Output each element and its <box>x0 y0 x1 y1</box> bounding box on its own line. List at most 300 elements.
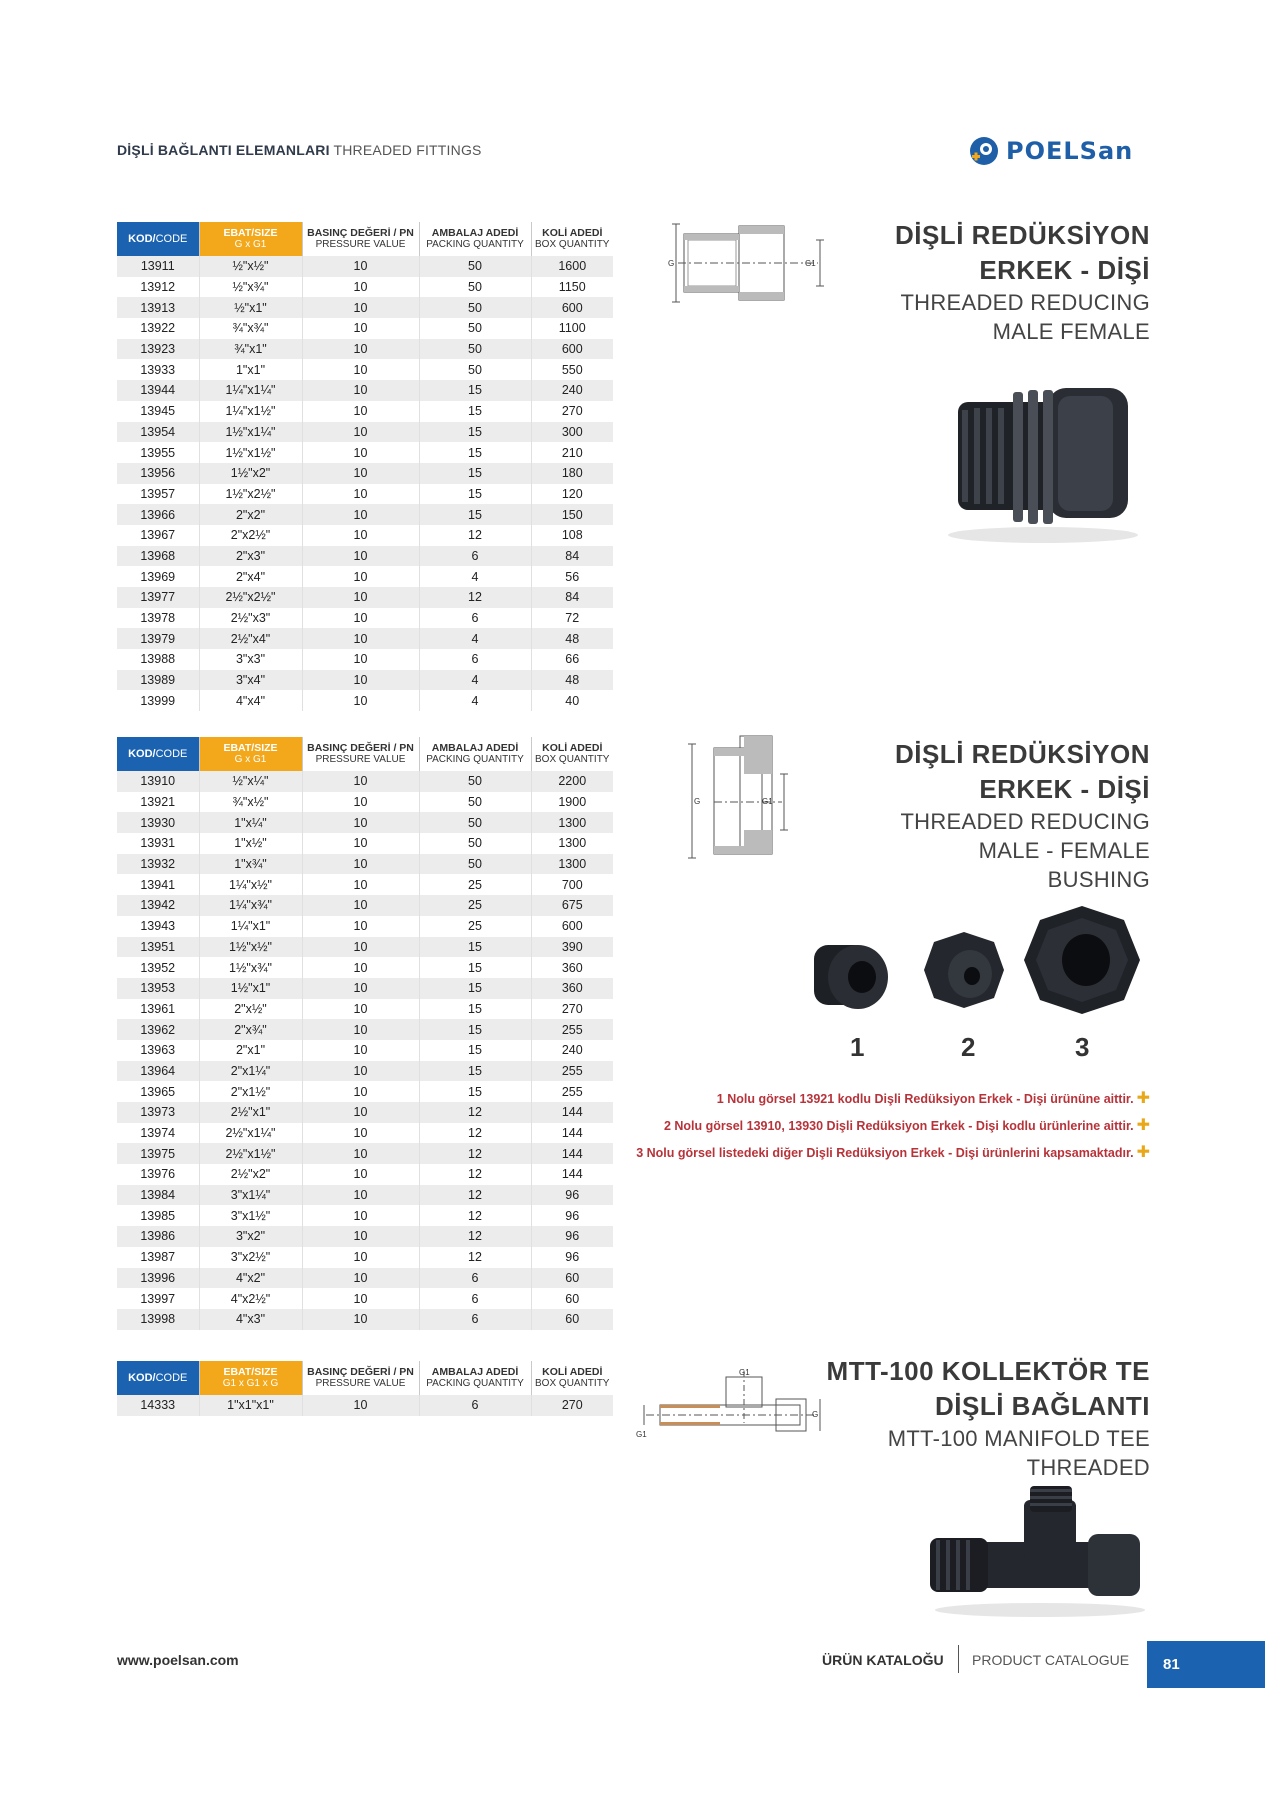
cell-packing: 15 <box>419 937 531 958</box>
cell-code: 13984 <box>117 1185 199 1206</box>
cell-packing: 12 <box>419 1185 531 1206</box>
cell-pressure: 10 <box>302 1288 419 1309</box>
cell-size: ¾"x½" <box>199 792 302 813</box>
cell-code: 13963 <box>117 1040 199 1061</box>
cell-pressure: 10 <box>302 442 419 463</box>
section-title-tr: DİŞLİ BAĞLANTI ELEMANLARI <box>117 142 330 158</box>
col-box: KOLİ ADEDİ BOX QUANTITY <box>531 1361 613 1395</box>
cell-packing: 15 <box>419 463 531 484</box>
cell-pressure: 10 <box>302 566 419 587</box>
cell-box: 108 <box>531 525 613 546</box>
cell-code: 13961 <box>117 999 199 1020</box>
cell-packing: 12 <box>419 1164 531 1185</box>
cell-packing: 50 <box>419 256 531 277</box>
cell-size: ½"x¼" <box>199 771 302 792</box>
note-1: 1 Nolu görsel 13921 kodlu Dişli Redüksiyon Erkek - Dişi ürününe aittir. ✚ <box>716 1090 1150 1107</box>
cell-size: 2½"x1¼" <box>199 1123 302 1144</box>
cell-box: 600 <box>531 297 613 318</box>
cell-pressure: 10 <box>302 318 419 339</box>
table-row <box>117 297 613 318</box>
cell-packing: 4 <box>419 566 531 587</box>
col-pressure: BASINÇ DEĞERİ / PN PRESSURE VALUE <box>302 1361 419 1395</box>
footer-catalog-tr: ÜRÜN KATALOĞU <box>822 1652 944 1668</box>
cell-packing: 6 <box>419 1268 531 1289</box>
table-row <box>117 1061 613 1082</box>
cell-code: 13979 <box>117 628 199 649</box>
cell-box: 1100 <box>531 318 613 339</box>
cell-box: 550 <box>531 359 613 380</box>
cell-packing: 50 <box>419 854 531 875</box>
table-row <box>117 1123 613 1144</box>
cell-pressure: 10 <box>302 937 419 958</box>
cell-box: 360 <box>531 978 613 999</box>
cell-code: 13956 <box>117 463 199 484</box>
cell-size: 1½"x1¼" <box>199 422 302 443</box>
cell-code: 13988 <box>117 649 199 670</box>
cell-packing: 15 <box>419 1040 531 1061</box>
cell-size: 1¼"x1¼" <box>199 380 302 401</box>
cell-size: 2½"x2½" <box>199 587 302 608</box>
cell-code: 13942 <box>117 895 199 916</box>
product3-title-en2: THREADED <box>1026 1455 1150 1480</box>
cell-size: 4"x2½" <box>199 1288 302 1309</box>
table-row <box>117 463 613 484</box>
cell-code: 13954 <box>117 422 199 443</box>
cell-pressure: 10 <box>302 874 419 895</box>
cell-size: ¾"x1" <box>199 339 302 360</box>
cell-size: 2"x1½" <box>199 1081 302 1102</box>
cell-box: 270 <box>531 401 613 422</box>
cell-packing: 15 <box>419 1019 531 1040</box>
table-row <box>117 422 613 443</box>
table-row <box>117 442 613 463</box>
product3-title-tr1: MTT-100 KOLLEKTÖR TE <box>826 1356 1150 1386</box>
cell-pressure: 10 <box>302 277 419 298</box>
cell-code: 13976 <box>117 1164 199 1185</box>
table-row <box>117 854 613 875</box>
cell-box: 48 <box>531 628 613 649</box>
cell-box: 120 <box>531 484 613 505</box>
drawing-reducing-male-female <box>668 214 828 314</box>
cell-packing: 12 <box>419 1143 531 1164</box>
cell-code: 13966 <box>117 504 199 525</box>
label-g: G <box>668 259 675 268</box>
cell-code: 13912 <box>117 277 199 298</box>
cell-packing: 15 <box>419 442 531 463</box>
cell-size: 2"x4" <box>199 566 302 587</box>
cell-box: 48 <box>531 670 613 691</box>
col-size: EBAT/SIZE G1 x G1 x G <box>199 1361 302 1395</box>
table-row <box>117 1081 613 1102</box>
table-row <box>117 957 613 978</box>
logo-mark-icon <box>968 135 1000 167</box>
cell-pressure: 10 <box>302 1040 419 1061</box>
cell-pressure: 10 <box>302 1143 419 1164</box>
cell-size: 1¼"x¾" <box>199 895 302 916</box>
cell-box: 144 <box>531 1102 613 1123</box>
cell-pressure: 10 <box>302 504 419 525</box>
table-body <box>117 1395 613 1416</box>
cell-size: 2"x1¼" <box>199 1061 302 1082</box>
cell-box: 84 <box>531 587 613 608</box>
cell-box: 675 <box>531 895 613 916</box>
cell-pressure: 10 <box>302 525 419 546</box>
cell-code: 13955 <box>117 442 199 463</box>
cell-box: 270 <box>531 999 613 1020</box>
cell-pressure: 10 <box>302 463 419 484</box>
cell-packing: 50 <box>419 277 531 298</box>
table-row <box>117 771 613 792</box>
cell-pressure: 10 <box>302 1019 419 1040</box>
cell-pressure: 10 <box>302 771 419 792</box>
cell-box: 60 <box>531 1288 613 1309</box>
cell-size: 2½"x1½" <box>199 1143 302 1164</box>
cell-size: 2"x1" <box>199 1040 302 1061</box>
table-row <box>117 999 613 1020</box>
cell-packing: 6 <box>419 649 531 670</box>
cell-box: 96 <box>531 1205 613 1226</box>
cell-packing: 50 <box>419 833 531 854</box>
cell-pressure: 10 <box>302 339 419 360</box>
cell-code: 13941 <box>117 874 199 895</box>
cell-pressure: 10 <box>302 999 419 1020</box>
cell-code: 13952 <box>117 957 199 978</box>
cell-code: 13922 <box>117 318 199 339</box>
plus-icon: ✚ <box>1136 1090 1150 1107</box>
table-row <box>117 1102 613 1123</box>
table-row <box>117 1143 613 1164</box>
label-g: G <box>812 1410 819 1419</box>
drawing-manifold-tee <box>636 1365 826 1445</box>
cell-pressure: 10 <box>302 1061 419 1082</box>
cell-size: 1½"x2½" <box>199 484 302 505</box>
cell-pressure: 10 <box>302 1309 419 1330</box>
product1-title-tr2: ERKEK - DİŞİ <box>979 255 1150 285</box>
cell-code: 13996 <box>117 1268 199 1289</box>
col-box: KOLİ ADEDİ BOX QUANTITY <box>531 222 613 256</box>
table-row <box>117 1164 613 1185</box>
cell-box: 1300 <box>531 854 613 875</box>
cell-box: 2200 <box>531 771 613 792</box>
cell-packing: 25 <box>419 874 531 895</box>
cell-packing: 4 <box>419 690 531 711</box>
cell-pressure: 10 <box>302 546 419 567</box>
cell-packing: 50 <box>419 297 531 318</box>
cell-size: 3"x2" <box>199 1226 302 1247</box>
cell-size: ½"x1" <box>199 297 302 318</box>
cell-box: 255 <box>531 1081 613 1102</box>
table-row <box>117 525 613 546</box>
cell-code: 13945 <box>117 401 199 422</box>
cell-code: 13932 <box>117 854 199 875</box>
cell-packing: 15 <box>419 957 531 978</box>
col-packing: AMBALAJ ADEDİ PACKING QUANTITY <box>419 222 531 256</box>
cell-box: 1900 <box>531 792 613 813</box>
cell-size: 1½"x2" <box>199 463 302 484</box>
product2-title-en3: BUSHING <box>1047 867 1150 892</box>
cell-code: 13985 <box>117 1205 199 1226</box>
table-row <box>117 792 613 813</box>
cell-packing: 12 <box>419 1247 531 1268</box>
table-row <box>117 1288 613 1309</box>
cell-packing: 15 <box>419 401 531 422</box>
table-row <box>117 895 613 916</box>
cell-pressure: 10 <box>302 690 419 711</box>
cell-code: 13965 <box>117 1081 199 1102</box>
cell-box: 66 <box>531 649 613 670</box>
product2-title-tr2: ERKEK - DİŞİ <box>979 774 1150 804</box>
cell-code: 13933 <box>117 359 199 380</box>
cell-code: 13987 <box>117 1247 199 1268</box>
table-body <box>117 256 613 711</box>
product1-title-en2: MALE FEMALE <box>992 319 1150 344</box>
cell-pressure: 10 <box>302 1102 419 1123</box>
cell-size: 2"x3" <box>199 546 302 567</box>
product3-title <box>827 1354 1150 1482</box>
col-code: KOD/CODE <box>117 737 199 771</box>
cell-size: 1¼"x1" <box>199 916 302 937</box>
cell-box: 255 <box>531 1019 613 1040</box>
table-row <box>117 628 613 649</box>
cell-code: 13930 <box>117 812 199 833</box>
table-reducing-male-female <box>117 222 613 711</box>
cell-pressure: 10 <box>302 297 419 318</box>
product1-title-tr1: DİŞLİ REDÜKSİYON <box>894 220 1150 250</box>
col-code: KOD/CODE <box>117 1361 199 1395</box>
cell-box: 210 <box>531 442 613 463</box>
cell-box: 700 <box>531 874 613 895</box>
cell-size: 2½"x2" <box>199 1164 302 1185</box>
cell-box: 150 <box>531 504 613 525</box>
cell-packing: 15 <box>419 1081 531 1102</box>
cell-size: 1½"x1" <box>199 978 302 999</box>
cell-code: 13921 <box>117 792 199 813</box>
table-row <box>117 608 613 629</box>
cell-box: 72 <box>531 608 613 629</box>
cell-code: 13997 <box>117 1288 199 1309</box>
table-row <box>117 587 613 608</box>
cell-size: 1"x1" <box>199 359 302 380</box>
table-row <box>117 690 613 711</box>
section-title-en: THREADED FITTINGS <box>333 142 482 158</box>
cell-size: 1½"x¾" <box>199 957 302 978</box>
table-row <box>117 1040 613 1061</box>
cell-code: 13944 <box>117 380 199 401</box>
cell-pressure: 10 <box>302 957 419 978</box>
cell-pressure: 10 <box>302 916 419 937</box>
table-manifold-tee <box>117 1361 613 1416</box>
cell-box: 144 <box>531 1123 613 1144</box>
cell-size: 4"x2" <box>199 1268 302 1289</box>
cell-box: 96 <box>531 1226 613 1247</box>
photo-bushing-2 <box>922 928 1007 1013</box>
cell-size: 1"x1"x1" <box>199 1395 302 1416</box>
image-number-2: 2 <box>961 1032 976 1062</box>
col-box: KOLİ ADEDİ BOX QUANTITY <box>531 737 613 771</box>
cell-size: 1"x½" <box>199 833 302 854</box>
product2-title-tr1: DİŞLİ REDÜKSİYON <box>894 739 1150 769</box>
brand-logo <box>968 134 1148 168</box>
cell-packing: 15 <box>419 978 531 999</box>
cell-packing: 50 <box>419 318 531 339</box>
cell-packing: 15 <box>419 484 531 505</box>
cell-pressure: 10 <box>302 854 419 875</box>
col-code: KOD/CODE <box>117 222 199 256</box>
cell-box: 60 <box>531 1268 613 1289</box>
cell-packing: 50 <box>419 812 531 833</box>
table-row <box>117 978 613 999</box>
cell-pressure: 10 <box>302 380 419 401</box>
cell-pressure: 10 <box>302 1268 419 1289</box>
cell-code: 13974 <box>117 1123 199 1144</box>
product3-title-tr2: DİŞLİ BAĞLANTI <box>935 1391 1150 1421</box>
note-2: 2 Nolu görsel 13910, 13930 Dişli Redüksiyon Erkek - Dişi kodlu ürünlerine aittir. ✚ <box>663 1117 1150 1134</box>
cell-box: 1300 <box>531 833 613 854</box>
plus-icon: ✚ <box>1136 1144 1150 1161</box>
product2-title-en2: MALE - FEMALE <box>978 838 1150 863</box>
cell-code: 13931 <box>117 833 199 854</box>
cell-packing: 50 <box>419 359 531 380</box>
image-number-1: 1 <box>850 1032 865 1062</box>
cell-size: 2"x2½" <box>199 525 302 546</box>
label-g1-top: G1 <box>739 1368 750 1377</box>
cell-code: 13978 <box>117 608 199 629</box>
cell-pressure: 10 <box>302 359 419 380</box>
cell-box: 1600 <box>531 256 613 277</box>
cell-size: 2"x2" <box>199 504 302 525</box>
cell-code: 13968 <box>117 546 199 567</box>
table-row <box>117 833 613 854</box>
product3-title-en1: MTT-100 MANIFOLD TEE <box>887 1426 1150 1451</box>
table-row <box>117 566 613 587</box>
cell-box: 255 <box>531 1061 613 1082</box>
col-pressure: BASINÇ DEĞERİ / PN PRESSURE VALUE <box>302 737 419 771</box>
cell-pressure: 10 <box>302 256 419 277</box>
cell-pressure: 10 <box>302 1247 419 1268</box>
cell-size: 3"x4" <box>199 670 302 691</box>
cell-box: 270 <box>531 1395 613 1416</box>
image-number-3: 3 <box>1075 1032 1090 1062</box>
cell-pressure: 10 <box>302 649 419 670</box>
table-row <box>117 1226 613 1247</box>
cell-pressure: 10 <box>302 792 419 813</box>
cell-size: 1¼"x1½" <box>199 401 302 422</box>
cell-packing: 12 <box>419 1205 531 1226</box>
cell-packing: 15 <box>419 504 531 525</box>
cell-packing: 4 <box>419 670 531 691</box>
cell-size: 2"x¾" <box>199 1019 302 1040</box>
cell-pressure: 10 <box>302 1395 419 1416</box>
table-row <box>117 484 613 505</box>
cell-size: 2½"x1" <box>199 1102 302 1123</box>
cell-size: ¾"x¾" <box>199 318 302 339</box>
cell-packing: 6 <box>419 1288 531 1309</box>
footer-url[interactable]: www.poelsan.com <box>117 1652 239 1668</box>
table-row <box>117 256 613 277</box>
cell-size: 3"x2½" <box>199 1247 302 1268</box>
table-row <box>117 812 613 833</box>
cell-pressure: 10 <box>302 978 419 999</box>
cell-code: 13973 <box>117 1102 199 1123</box>
drawing-reducing-bushing <box>684 730 804 860</box>
cell-code: 13962 <box>117 1019 199 1040</box>
cell-packing: 6 <box>419 608 531 629</box>
table-row <box>117 1268 613 1289</box>
plus-icon: ✚ <box>1136 1117 1150 1134</box>
cell-code: 13910 <box>117 771 199 792</box>
cell-code: 13986 <box>117 1226 199 1247</box>
cell-packing: 50 <box>419 771 531 792</box>
product1-title-en1: THREADED REDUCING <box>900 290 1150 315</box>
table-row <box>117 359 613 380</box>
cell-code: 13998 <box>117 1309 199 1330</box>
table-row <box>117 380 613 401</box>
cell-box: 240 <box>531 380 613 401</box>
cell-code: 13999 <box>117 690 199 711</box>
photo-bushing-3 <box>1020 902 1145 1022</box>
cell-size: 2"x½" <box>199 999 302 1020</box>
cell-pressure: 10 <box>302 1185 419 1206</box>
photo-manifold-tee <box>920 1480 1150 1620</box>
cell-box: 360 <box>531 957 613 978</box>
cell-pressure: 10 <box>302 484 419 505</box>
cell-code: 13967 <box>117 525 199 546</box>
label-g: G <box>694 797 701 806</box>
cell-size: 2½"x4" <box>199 628 302 649</box>
cell-size: ½"x¾" <box>199 277 302 298</box>
cell-size: 4"x4" <box>199 690 302 711</box>
cell-packing: 12 <box>419 1123 531 1144</box>
note-3: 3 Nolu görsel listedeki diğer Dişli Redüksiyon Erkek - Dişi ürünlerini kapsamaktadır. ✚ <box>636 1144 1150 1161</box>
cell-pressure: 10 <box>302 1164 419 1185</box>
table-body <box>117 771 613 1330</box>
cell-packing: 15 <box>419 1061 531 1082</box>
cell-pressure: 10 <box>302 401 419 422</box>
section-header <box>117 142 482 158</box>
cell-box: 144 <box>531 1143 613 1164</box>
cell-box: 1150 <box>531 277 613 298</box>
cell-packing: 6 <box>419 1395 531 1416</box>
cell-pressure: 10 <box>302 422 419 443</box>
cell-pressure: 10 <box>302 587 419 608</box>
cell-code: 13964 <box>117 1061 199 1082</box>
cell-code: 13943 <box>117 916 199 937</box>
cell-code: 13951 <box>117 937 199 958</box>
cell-code: 13977 <box>117 587 199 608</box>
cell-pressure: 10 <box>302 1081 419 1102</box>
brand-name: POELSan <box>1006 137 1134 165</box>
cell-packing: 25 <box>419 895 531 916</box>
cell-size: 3"x1¼" <box>199 1185 302 1206</box>
cell-size: 1"x¼" <box>199 812 302 833</box>
col-pressure: BASINÇ DEĞERİ / PN PRESSURE VALUE <box>302 222 419 256</box>
product2-title-en1: THREADED REDUCING <box>900 809 1150 834</box>
cell-packing: 15 <box>419 422 531 443</box>
cell-packing: 15 <box>419 999 531 1020</box>
table-row <box>117 277 613 298</box>
cell-pressure: 10 <box>302 1226 419 1247</box>
cell-box: 180 <box>531 463 613 484</box>
table-row <box>117 1205 613 1226</box>
cell-code: 13969 <box>117 566 199 587</box>
cell-size: 2½"x3" <box>199 608 302 629</box>
table-row <box>117 649 613 670</box>
cell-packing: 50 <box>419 339 531 360</box>
cell-pressure: 10 <box>302 608 419 629</box>
cell-pressure: 10 <box>302 628 419 649</box>
cell-code: 13913 <box>117 297 199 318</box>
table-reducing-bushing <box>117 737 613 1330</box>
